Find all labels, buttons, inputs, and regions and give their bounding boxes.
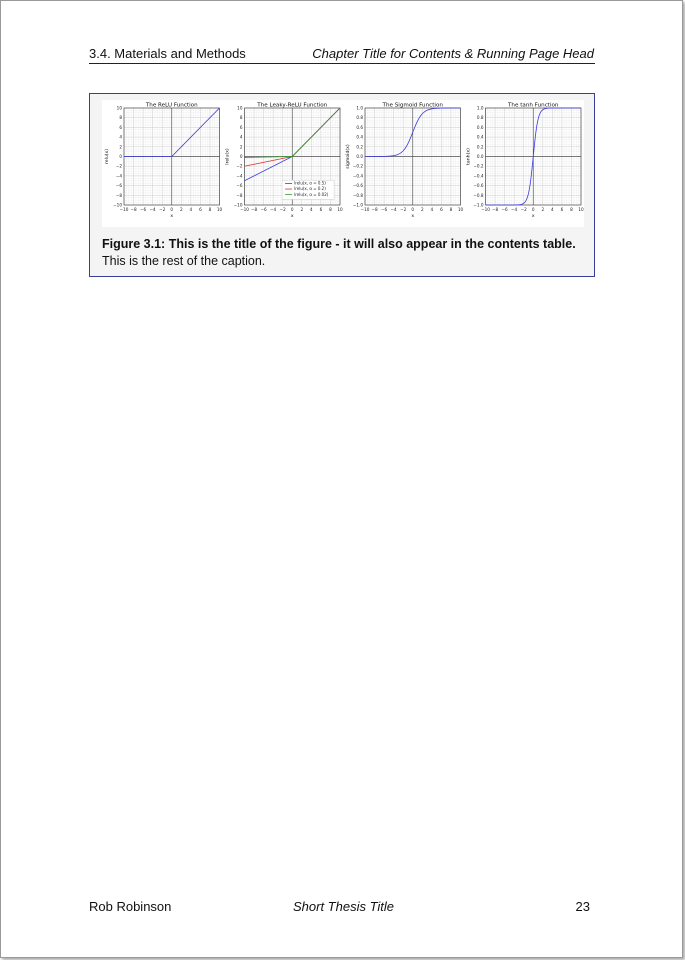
- y-tick-label: −0.8: [473, 192, 484, 198]
- x-tick-label: 2: [541, 207, 545, 212]
- chart-panel-2: [225, 103, 343, 220]
- y-tick-label: 10: [237, 105, 243, 111]
- x-tick-label: 10: [337, 207, 343, 212]
- y-tick-label: −6: [236, 183, 243, 189]
- chart-panel-3: [345, 103, 463, 220]
- y-tick-label: 1.0: [476, 105, 484, 111]
- y-tick-label: 8: [239, 115, 243, 121]
- x-tick-label: −2: [279, 207, 286, 212]
- x-tick-label: 0: [411, 207, 415, 212]
- y-tick-label: 2: [119, 144, 122, 150]
- x-tick-label: −8: [371, 207, 378, 212]
- y-tick-label: −8: [236, 192, 243, 198]
- x-tick-label: −6: [501, 207, 508, 212]
- footer-title: Short Thesis Title: [292, 899, 395, 914]
- y-tick-label: 0.4: [476, 134, 484, 140]
- figure-image: [102, 100, 584, 227]
- y-tick-label: −0.2: [473, 163, 484, 169]
- y-tick-label: 0.0: [356, 154, 363, 159]
- figure-box: [89, 93, 595, 277]
- y-tick-label: −10: [113, 202, 122, 208]
- y-tick-label: 0.8: [356, 115, 363, 121]
- x-tick-label: −2: [159, 207, 166, 212]
- x-tick-label: −10: [360, 207, 370, 212]
- x-tick-label: −4: [270, 207, 277, 212]
- y-tick-label: −4: [236, 173, 243, 179]
- x-tick-label: −2: [400, 207, 407, 212]
- x-tick-label: −4: [390, 207, 397, 212]
- y-tick-label: −0.8: [352, 192, 363, 198]
- charts-svg: [102, 100, 584, 227]
- x-tick-label: 6: [440, 207, 443, 212]
- y-tick-label: 0.4: [356, 134, 363, 140]
- caption-title: This is the title of the figure - it will also appear in the contents table.: [168, 237, 576, 251]
- x-tick-label: 0: [290, 207, 294, 212]
- x-axis-label: x: [290, 214, 294, 219]
- x-tick-label: 6: [560, 207, 564, 212]
- chart-panel-1: [104, 103, 222, 220]
- x-tick-label: −6: [260, 207, 267, 212]
- y-tick-label: −0.2: [352, 163, 363, 169]
- x-tick-label: 8: [329, 207, 332, 212]
- chart-title: The ReLU Function: [145, 102, 198, 109]
- legend-label: lrelu(x, α = 0.2): [294, 186, 326, 192]
- y-tick-label: 6: [239, 124, 243, 130]
- y-tick-label: −0.6: [352, 183, 363, 189]
- footer-author: Rob Robinson: [89, 899, 172, 914]
- x-tick-label: 4: [551, 207, 554, 212]
- x-tick-label: 10: [457, 207, 464, 212]
- x-tick-label: 4: [310, 207, 313, 212]
- chart-panel-4: [466, 103, 584, 220]
- y-tick-label: −1.0: [352, 202, 363, 208]
- x-axis-label: x: [170, 214, 174, 219]
- caption-rest: This is the rest of the caption.: [102, 254, 266, 268]
- y-tick-label: −2: [236, 163, 243, 169]
- x-tick-label: 4: [189, 207, 193, 212]
- running-head-section: 3.4. Materials and Methods: [89, 46, 246, 61]
- x-tick-label: 4: [430, 207, 434, 212]
- y-tick-label: −10: [233, 202, 243, 208]
- chart-title: The Sigmoid Function: [382, 102, 443, 109]
- y-tick-label: 2: [239, 144, 243, 150]
- x-tick-label: 6: [199, 207, 202, 212]
- y-tick-label: −0.4: [352, 173, 363, 179]
- y-axis-label: relu(x): [105, 148, 110, 165]
- y-tick-label: 0.0: [476, 154, 484, 159]
- x-tick-label: 10: [578, 207, 584, 212]
- y-tick-label: −0.6: [473, 183, 484, 189]
- x-tick-label: 8: [208, 207, 212, 212]
- y-axis-label: tanh(x): [466, 148, 472, 165]
- x-tick-label: −2: [520, 207, 527, 212]
- y-tick-label: 0.2: [476, 144, 484, 150]
- y-tick-label: 4: [119, 134, 122, 140]
- x-tick-label: −10: [481, 207, 490, 212]
- y-tick-label: 0.2: [356, 144, 363, 150]
- y-axis-label: sigmoid(x): [346, 144, 351, 169]
- legend-label: lrelu(x, α = 0.5): [294, 180, 326, 186]
- x-tick-label: −4: [149, 207, 156, 212]
- y-tick-label: −1.0: [473, 202, 484, 208]
- page-number: 23: [575, 899, 590, 914]
- y-tick-label: 0.8: [476, 115, 484, 121]
- x-tick-label: 2: [420, 207, 424, 212]
- x-tick-label: 0: [531, 207, 535, 212]
- legend-label: lrelu(x, α = 0.02): [294, 191, 329, 197]
- x-tick-label: 0: [170, 207, 174, 212]
- x-tick-label: −8: [491, 207, 499, 212]
- header-rule: [89, 63, 595, 64]
- chart-title: The tanh Function: [508, 102, 559, 109]
- x-tick-label: −6: [381, 207, 388, 212]
- x-axis-label: x: [531, 214, 535, 219]
- running-head-chapter: Chapter Title for Contents & Running Page Head: [312, 46, 594, 61]
- x-tick-label: 6: [319, 207, 323, 212]
- x-tick-label: −10: [240, 207, 249, 212]
- y-tick-label: 8: [119, 115, 122, 121]
- y-tick-label: −0.4: [473, 173, 484, 179]
- chart-title: The Leaky-ReLU Function: [257, 102, 328, 109]
- y-tick-label: 4: [239, 134, 243, 140]
- x-tick-label: −4: [511, 207, 518, 212]
- figure-caption: [102, 236, 586, 270]
- x-tick-label: −8: [250, 207, 258, 212]
- x-tick-label: −8: [130, 207, 137, 212]
- x-tick-label: 10: [216, 207, 223, 212]
- y-tick-label: −8: [115, 192, 122, 198]
- y-tick-label: −2: [115, 163, 122, 169]
- y-tick-label: −6: [115, 183, 122, 189]
- x-axis-label: x: [411, 214, 415, 219]
- y-tick-label: −4: [115, 173, 122, 179]
- x-tick-label: 2: [300, 207, 304, 212]
- x-tick-label: −10: [119, 207, 129, 212]
- caption-label: Figure 3.1:: [102, 237, 166, 251]
- y-tick-label: 1.0: [356, 105, 363, 111]
- y-tick-label: 0.6: [356, 124, 363, 130]
- y-tick-label: 0: [119, 154, 122, 159]
- y-tick-label: 6: [119, 124, 122, 130]
- y-axis-label: lrelu(x): [225, 148, 231, 165]
- y-tick-label: 0.6: [476, 124, 484, 130]
- x-tick-label: 2: [179, 207, 183, 212]
- y-tick-label: 10: [116, 105, 122, 111]
- x-tick-label: 8: [570, 207, 573, 212]
- y-tick-label: 0: [239, 154, 243, 159]
- x-tick-label: −6: [140, 207, 147, 212]
- x-tick-label: 8: [449, 207, 453, 212]
